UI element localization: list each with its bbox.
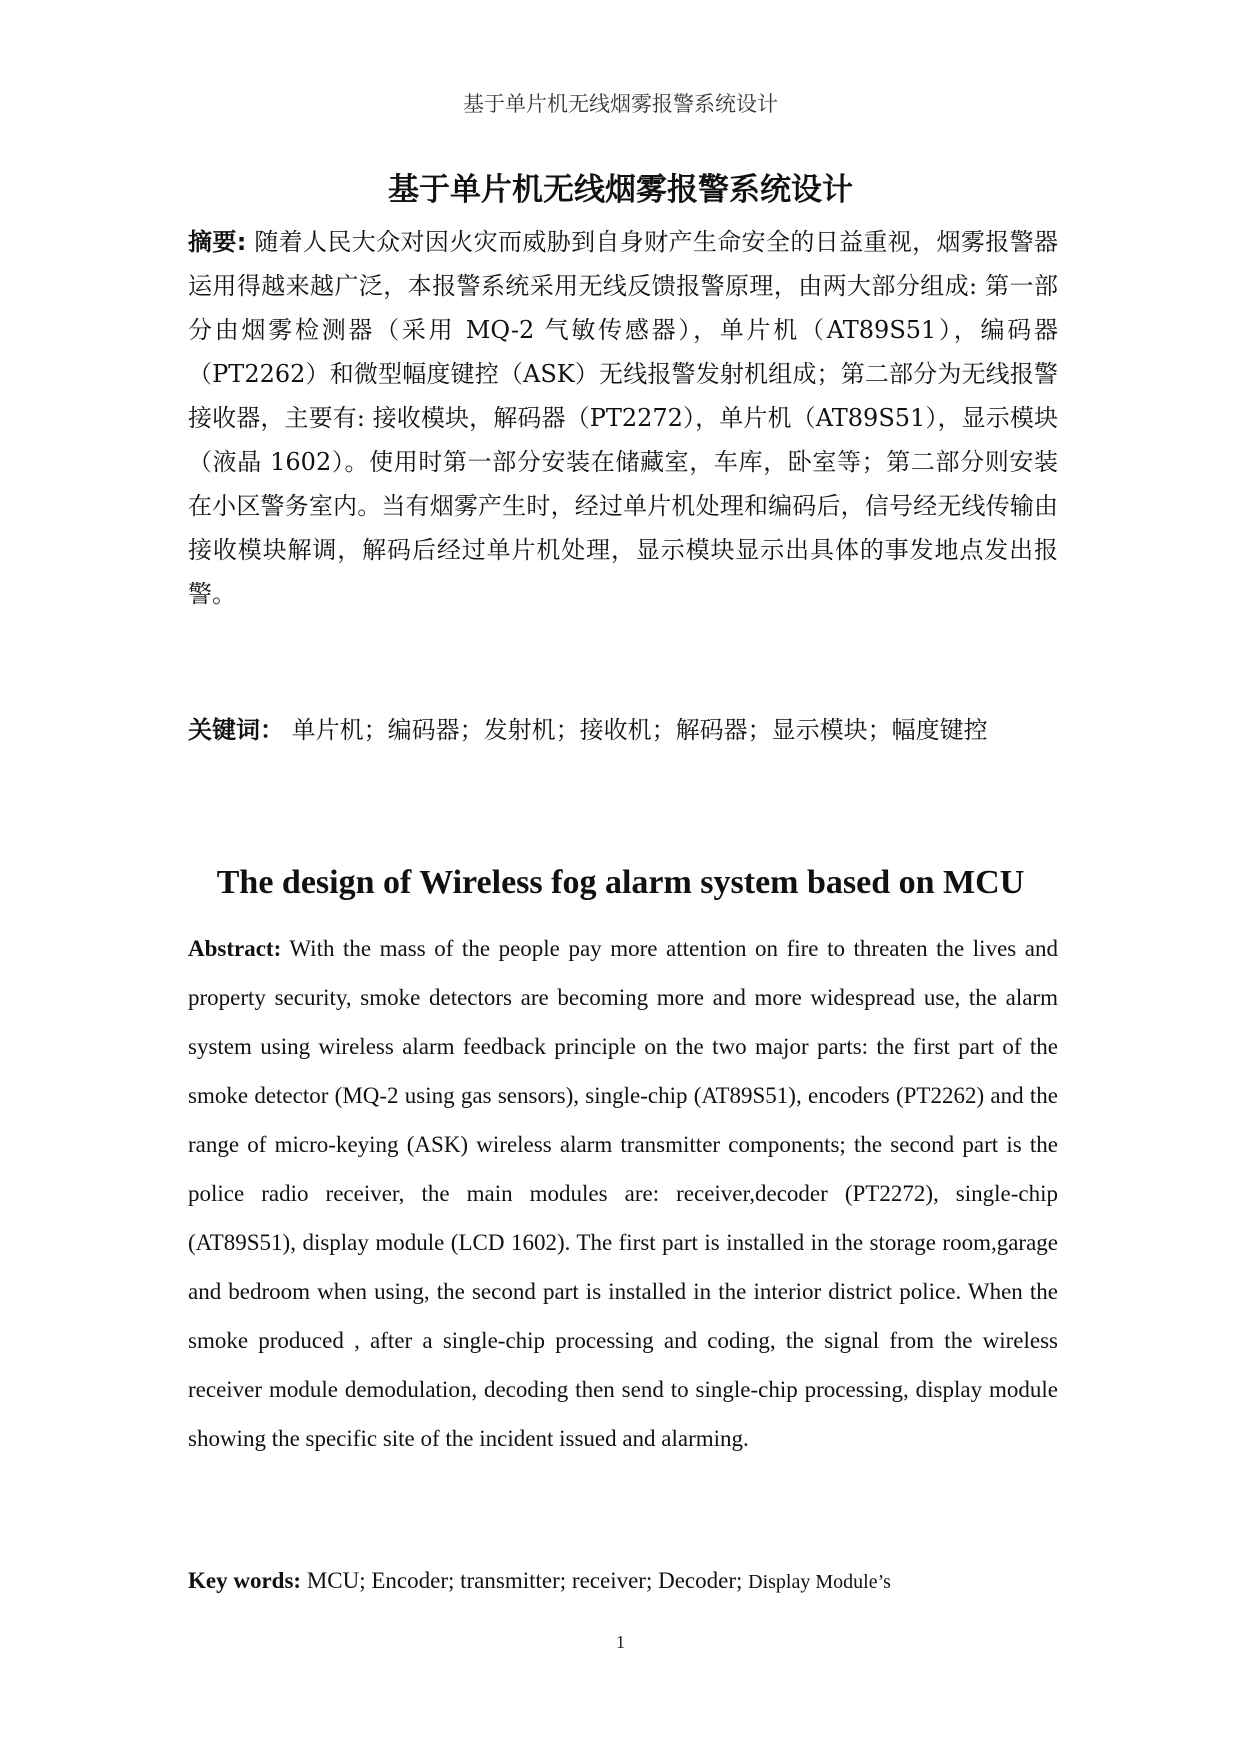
page-number: 1 [616, 1632, 625, 1652]
english-keywords-text: MCU; Encoder; transmitter; receiver; Decoder; [306, 1568, 749, 1593]
chinese-keywords [188, 708, 1058, 752]
english-abstract-text: With the mass of the people pay more attention on fire to threaten the lives and property security, smoke detectors are becoming more and more widespread use, the alarm system using wireless alarm feedback principle on the two major parts: the first part of the smoke detector (MQ-2 using gas sensors), single-chip (AT89S51), encoders (PT2262) and the range of micro-keying (ASK) wireless alarm transmitter components; the second part is the police radio receiver, the main modules are: receiver,decoder (PT2272), single-chip (AT89S51), display module (LCD 1602). The first part is installed in the storage room,garage and bedroom when using, the second part is installed in the interior district police. When the smoke produced , after a single-chip processing and coding, the signal from the wireless receiver module demodulation, decoding then send to single-chip processing, display module showing the specific site of the incident issued and alarming. [188, 936, 1058, 1451]
running-header: 基于单片机无线烟雾报警系统设计 [463, 92, 778, 116]
english-keywords [188, 1556, 1058, 1607]
chinese-abstract-text: 随着人民大众对因火灾而威胁到自身财产生命安全的日益重视，烟雾报警器运用得越来越广泛，本报警系统采用无线反馈报警原理，由两大部分组成: 第一部分由烟雾检测器（采用 MQ-2 气敏传感器），单片机（AT89S51），编码器（PT2262）和微型幅度键控（ASK）无线报警发射机组成；第二部分为无线报警接收器，主要有: 接收模块，解码器（PT2272），单片机（AT89S51），显示模块（液晶 1602）。使用时第一部分安装在储藏室，车库，卧室等；第二部分则安装在小区警务室内。当有烟雾产生时，经过单片机处理和编码后，信号经无线传输由接收模块解调，解码后经过单片机处理，显示模块显示出具体的事发地点发出报警。 [188, 228, 1058, 608]
chinese-title: 基于单片机无线烟雾报警系统设计 [388, 172, 853, 208]
chinese-keywords-label: 关键词： [188, 716, 284, 744]
chinese-abstract [188, 220, 1058, 616]
english-keywords-tail: Display Module’s [748, 1571, 891, 1593]
english-keywords-label: Key words: [188, 1568, 302, 1593]
english-title: The design of Wireless fog alarm system based on MCU [216, 864, 1025, 901]
chinese-abstract-label: 摘要: [188, 228, 247, 256]
chinese-keywords-text: 单片机；编码器；发射机；接收机；解码器；显示模块；幅度键控 [291, 716, 988, 744]
english-abstract-label: Abstract: [188, 936, 282, 961]
english-abstract [188, 924, 1058, 1463]
